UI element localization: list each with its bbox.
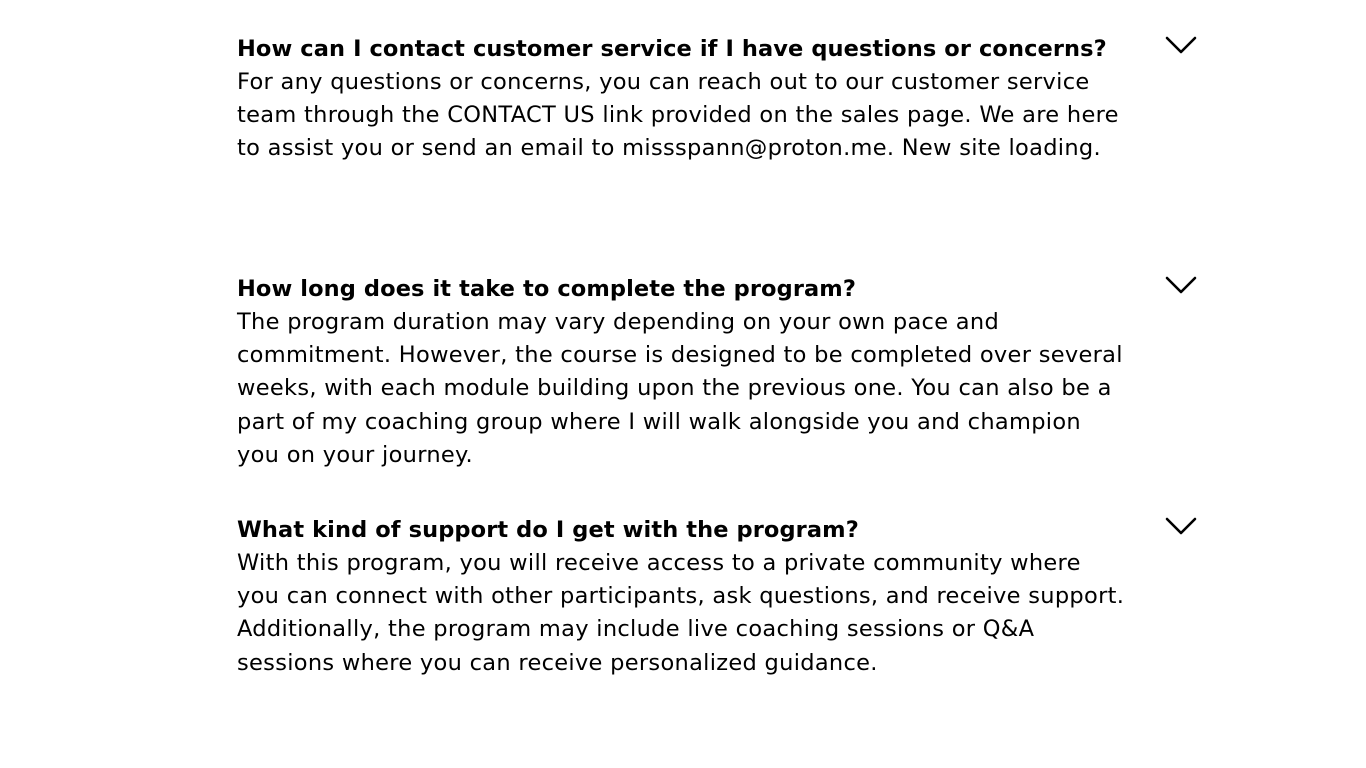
chevron-down-icon[interactable] — [1165, 33, 1197, 57]
faq-answer: With this program, you will receive access to a private community where you can connect with other participants, ask questions, and receive support. Additionally, the program may include live coaching sessions or Q&A sessions where you can receive personalized guidance. — [237, 550, 1125, 676]
faq-item-contact — [237, 33, 1197, 166]
faq-item-duration — [237, 273, 1197, 472]
faq-item-support — [237, 514, 1197, 680]
chevron-down-icon[interactable] — [1165, 273, 1197, 297]
faq-answer: For any questions or concerns, you can reach out to our customer service team through the CONTACT US link provided on the sales page. We are here to assist you or send an email to missspann@proton.me. New site loading. — [237, 69, 1119, 162]
faq-question[interactable]: What kind of support do I get with the program? — [237, 517, 859, 543]
faq-question[interactable]: How long does it take to complete the program? — [237, 276, 856, 302]
faq-question[interactable]: How can I contact customer service if I have questions or concerns? — [237, 36, 1107, 62]
faq-answer: The program duration may vary depending on your own pace and commitment. However, the course is designed to be completed over several weeks, with each module building upon the previous one. You can also be a part of my coaching group where I will walk alongside you and champion you on your journey. — [237, 309, 1123, 468]
chevron-down-icon[interactable] — [1165, 514, 1197, 538]
